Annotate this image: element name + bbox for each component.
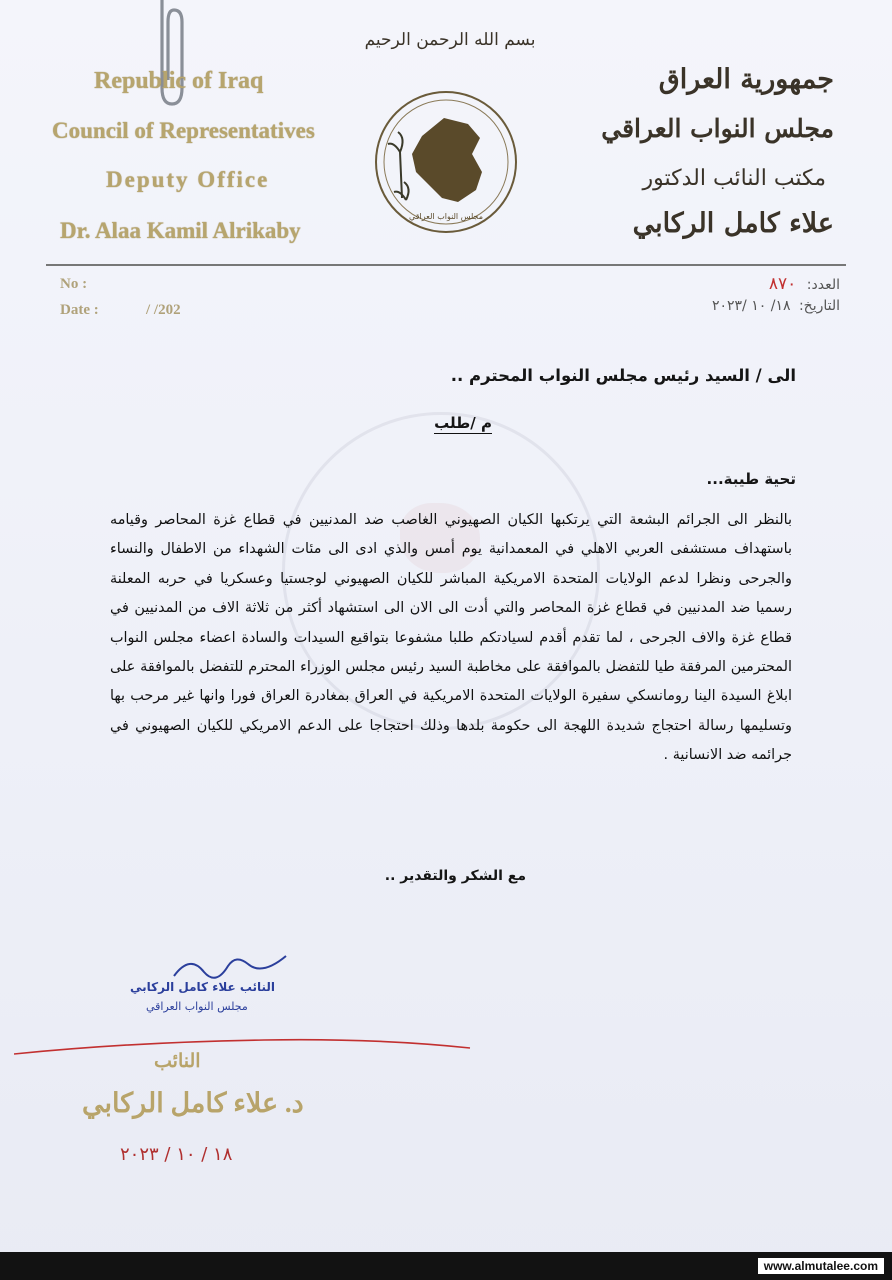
signature-date: ١٨ / ١٠ / ٢٠٢٣: [120, 1144, 233, 1165]
no-label: No :: [60, 276, 88, 292]
basmala: بسم الله الرحمن الرحيم: [364, 30, 536, 50]
number-row: [769, 274, 840, 294]
date-label: Date :: [60, 302, 99, 318]
closing: مع الشكر والتقدير ..: [384, 868, 526, 884]
header-en-country: Republic of Iraq: [94, 68, 264, 94]
header-ar-council: مجلس النواب العراقي: [601, 114, 834, 143]
addressee: الى / السيد رئيس مجلس النواب المحترم ..: [450, 366, 796, 385]
header-en-council: Council of Representatives: [52, 118, 315, 143]
ar-date-value: ١٨/ ١٠ /٢٠٢٣: [711, 298, 791, 314]
emblem-caption: مجلس النواب العراقي: [409, 212, 483, 221]
stamp-council: مجلس النواب العراقي: [146, 1000, 248, 1013]
date-value: / /202: [146, 302, 181, 318]
red-ink-line: [14, 1030, 474, 1060]
ar-date-label: التاريخ:: [798, 298, 840, 314]
site-watermark: www.almutalee.com: [758, 1258, 884, 1274]
signature-name: د. علاء كامل الركابي: [82, 1088, 304, 1118]
header-ar-office: مكتب النائب الدكتور: [642, 166, 826, 191]
signature-title: النائب: [154, 1051, 201, 1072]
stamp-name: النائب علاء كامل الركابي: [130, 980, 276, 994]
ar-date-row: [712, 298, 840, 314]
number-label: العدد:: [806, 277, 840, 293]
number-value: ٨٧٠: [768, 274, 797, 294]
header-en-name: Dr. Alaa Kamil Alrikaby: [60, 218, 301, 243]
header-en-office: Deputy Office: [106, 167, 270, 192]
header-ar-name: علاء كامل الركابي: [632, 208, 834, 239]
letter-body: بالنظر الى الجرائم البشعة التي يرتكبها الكيان الصهيوني الغاصب ضد المدنيين في قطاع غزة المحاصر وقيامه باستهداف مستشفى العربي الاهلي في المعمدانية يوم أمس والذي ادى الى مئات الشهداء من الاطفال والنساء والجرحى ونظرا لدعم الولايات المتحدة الامريكية المباشر للكيان الصهيوني لوجستيا وعسكريا في حربه المعلنة رسميا ضد المدنيين في قطاع غزة المحاصر والتي أدت الى الان الى استشهاد أكثر من ثلاثة الاف من المدنيين في قطاع غزة والاف الجرحى ، لما تقدم أقدم لسيادتكم طلبا مشفوعا بتواقيع السيدات والسادة اعضاء مجلس النواب المحترمين المرفقة طيا للتفضل بالموافقة على مخاطبة السيد رئيس مجلس الوزراء المحترم للتفضل بالموافقة على ابلاغ السيدة الينا رومانسكي سفيرة الولايات المتحدة الامريكية في العراق بمغادرة العراق فورا وانها غير مرحب بها وتسليمها رسالة احتجاج شديدة اللهجة الى حكومة بلدها وذلك احتجاجا على الدعم الامريكي للكيان الصهيوني في جرائمه ضد الانسانية .: [110, 512, 792, 764]
parliament-emblem: [372, 88, 520, 236]
subject: م /طلب: [434, 414, 492, 432]
header-divider: [46, 264, 846, 266]
header-ar-country: جمهورية العراق: [658, 64, 834, 95]
greeting: تحية طيبة...: [706, 470, 796, 488]
